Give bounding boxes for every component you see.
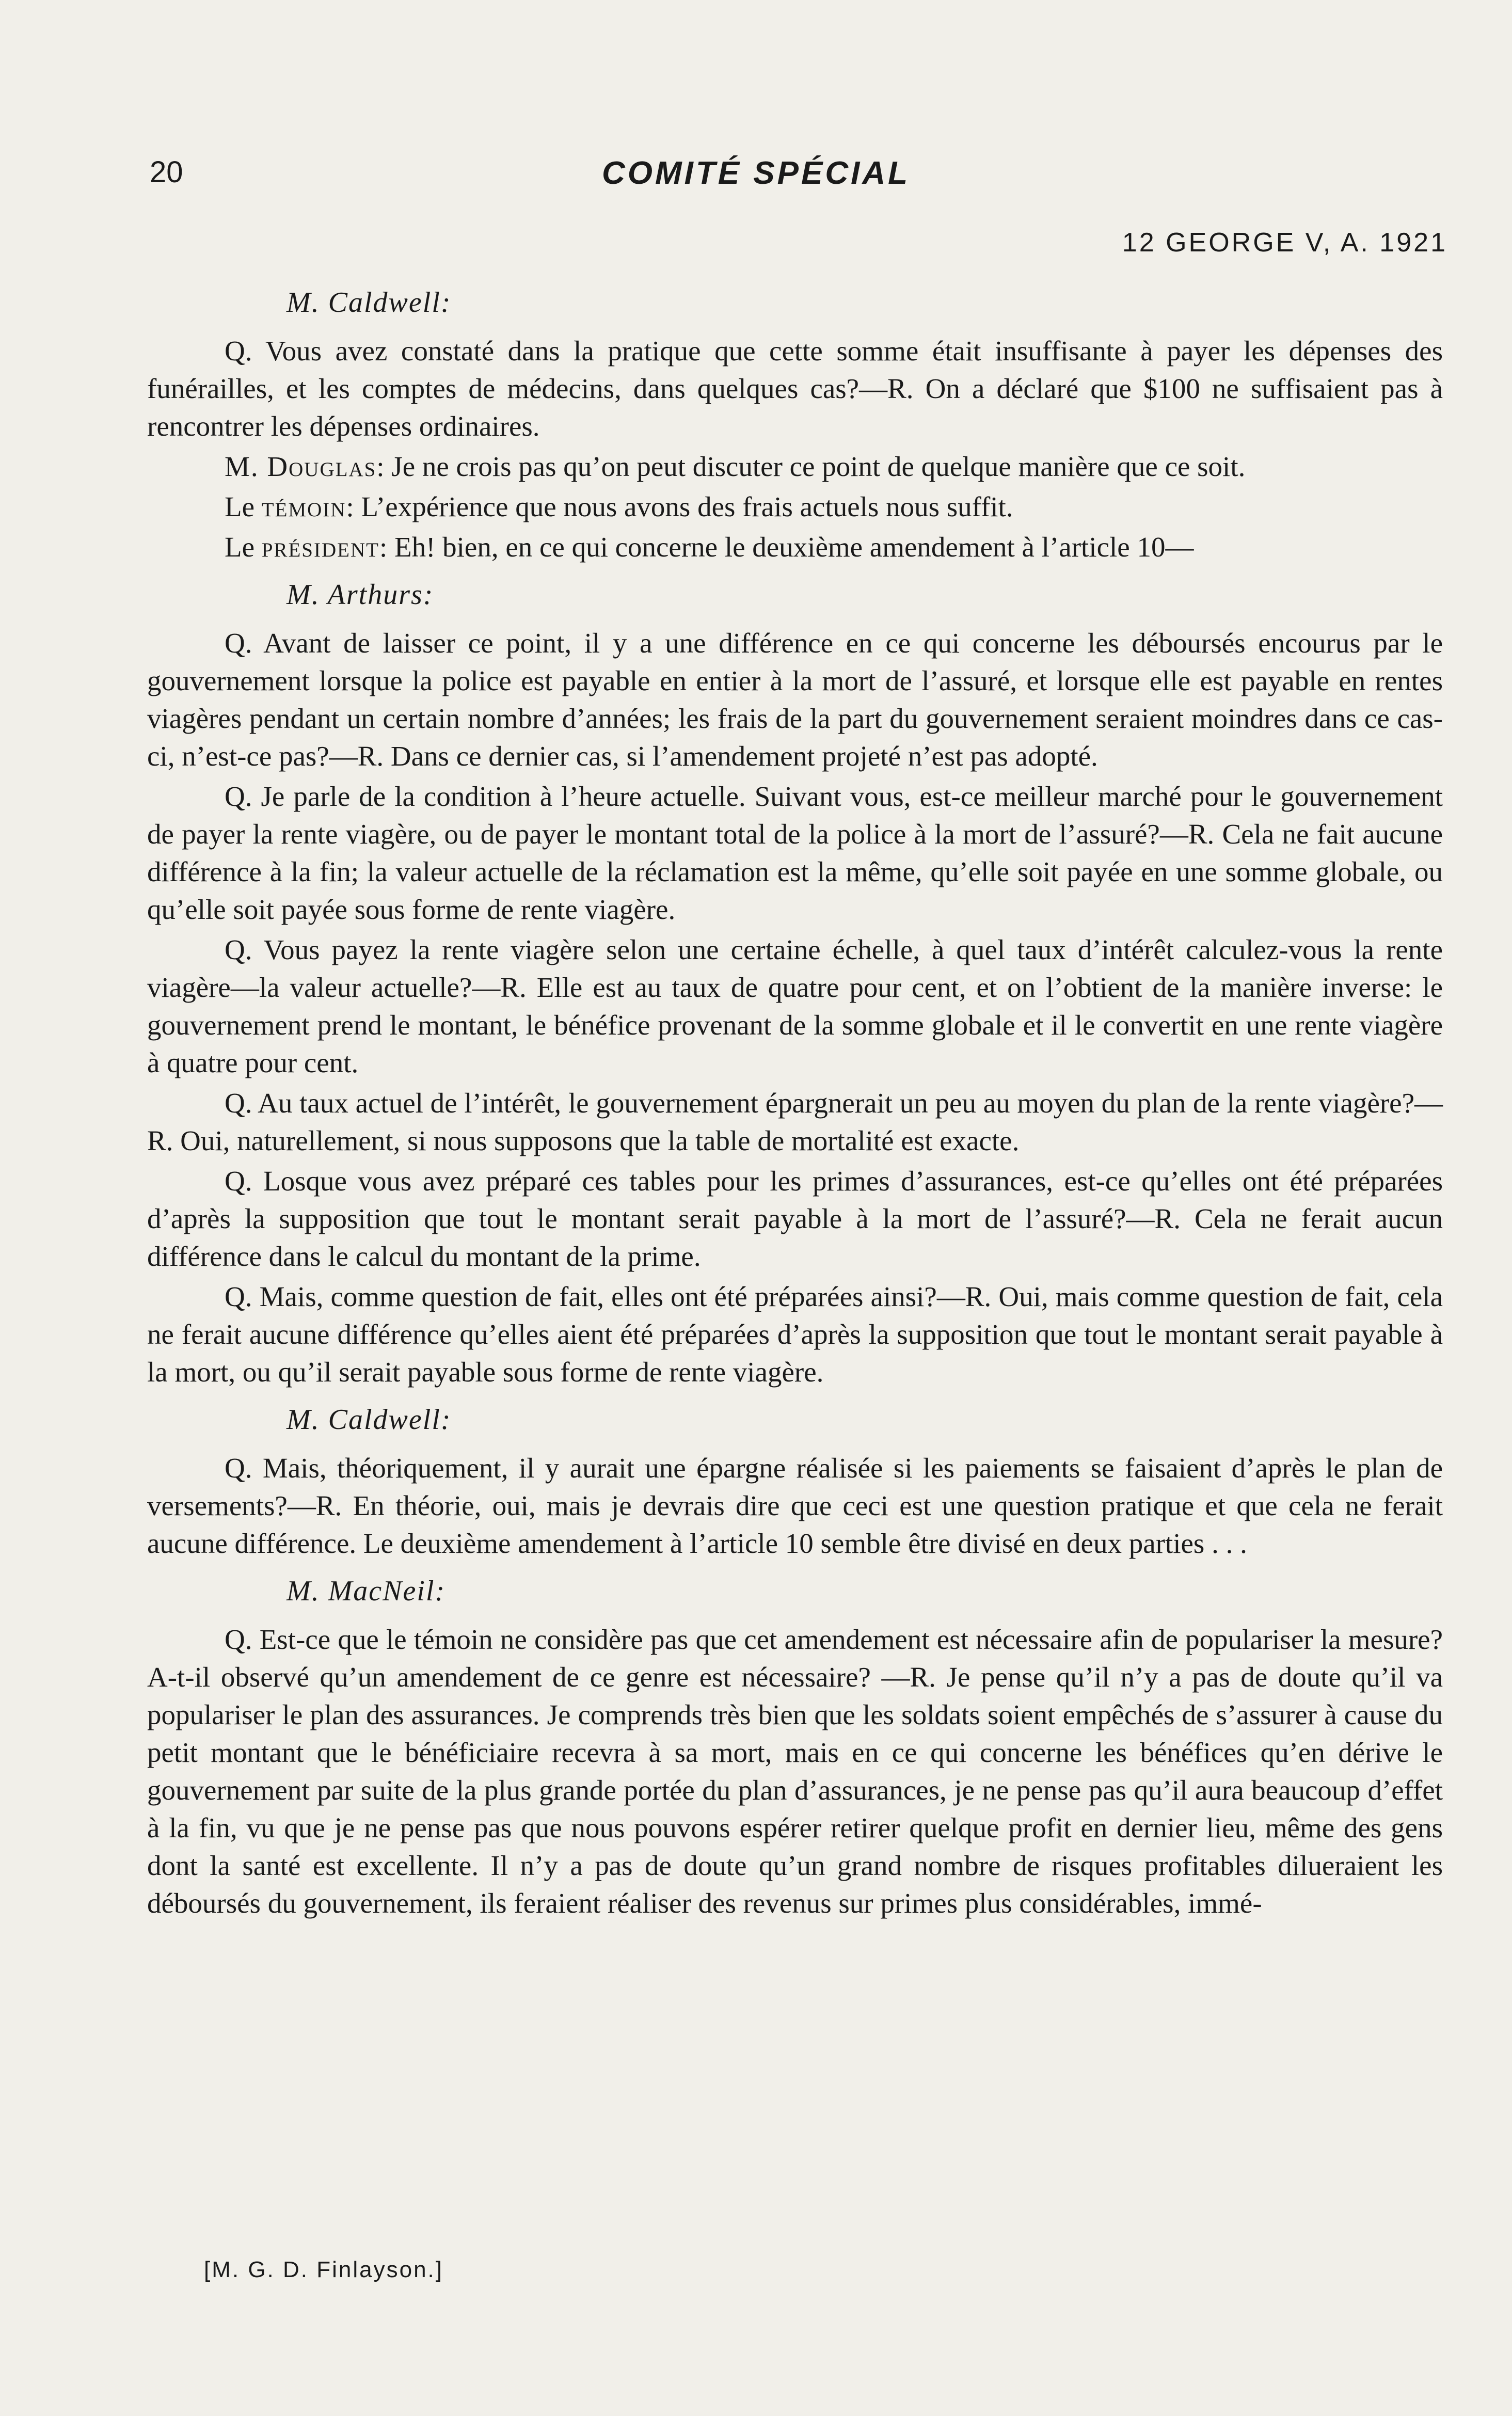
- paragraph-text: : Je ne crois pas qu’on peut discuter ce point de quelque manière que ce soit.: [376, 451, 1246, 482]
- paragraph: Q. Au taux actuel de l’intérêt, le gouvernement épargnerait un peu au moyen du plan de la rente viagère?—R. Oui, naturellement, si nous supposons que la table de mortalité est exacte.: [147, 1087, 1443, 1156]
- paragraph: Q. Mais, théoriquement, il y aurait une épargne réalisée si les paiements se faisaient d’après le plan de versements?—R. En théorie, oui, mais je devrais dire que ceci est une question pratique et que cela ne ferait aucune différence. Le deuxième amendement à l’article 10 semble être divisé en deux parties . . .: [147, 1452, 1443, 1559]
- footer-attribution: [M. G. D. Finlayson.]: [204, 2257, 443, 2282]
- speaker-name: M. Douglas: [225, 451, 377, 482]
- speaker-heading: M. Caldwell:: [287, 287, 452, 319]
- paragraph-text: : L’expérience que nous avons des frais actuels nous suffit.: [346, 491, 1013, 522]
- paragraph: [147, 488, 1443, 526]
- speaker-heading: M. Arthurs:: [287, 579, 434, 611]
- paragraph: Q. Vous payez la rente viagère selon une certaine échelle, à quel taux d’intérêt calculez-vous la rente viagère—la valeur actuelle?—R. Elle est au taux de quatre pour cent, et on l’obtient de la manière inverse: le gouvernement prend le montant, le bénéfice provenant de la somme globale et il le convertit en une rente viagère à quatre pour cent.: [147, 934, 1443, 1078]
- page-number: 20: [150, 155, 183, 189]
- paragraph-prefix: Le: [225, 531, 262, 563]
- paragraph: Q. Vous avez constaté dans la pratique que cette somme était insuffisante à payer les dépenses des funérailles, et les comptes de médecins, dans quelques cas?—R. On a déclaré que $100 ne suffisaient pas à rencontrer les dépenses ordinaires.: [147, 335, 1443, 442]
- paragraph: Q. Avant de laisser ce point, il y a une différence en ce qui concerne les déboursés encourus par le gouvernement lorsque la police est payable en entier à la mort de l’assuré, et lorsque elle est payable en rentes viagères pendant un certain nombre d’années; les frais de la part du gouvernement seraient moindres dans ce cas-ci, n’est-ce pas?—R. Dans ce dernier cas, si l’amendement projeté n’est pas adopté.: [147, 627, 1443, 772]
- paragraph: Q. Mais, comme question de fait, elles ont été préparées ainsi?—R. Oui, mais comme question de fait, cela ne ferait aucune différence qu’elles aient été préparées d’après la supposition que tout le montant serait payable à la mort, ou qu’il serait payable sous forme de rente viagère.: [147, 1281, 1443, 1388]
- session-label: 12 GEORGE V, A. 1921: [1122, 228, 1447, 258]
- paragraph: Q. Je parle de la condition à l’heure actuelle. Suivant vous, est-ce meilleur marché pour le gouvernement de payer la rente viagère, ou de payer le montant total de la police à la mort de l’assuré?—R. Cela ne fait aucune différence à la fin; la valeur actuelle de la réclamation est la même, qu’elle soit payée en une somme globale, ou qu’elle soit payée sous forme de rente viagère.: [147, 781, 1443, 925]
- paragraph: Q. Est-ce que le témoin ne considère pas que cet amendement est nécessaire afin de populariser la mesure? A-t-il observé qu’un amendement de ce genre est nécessaire? —R. Je pense qu’il n’y a pas de doute qu’il va populariser le plan des assurances. Je comprends très bien que les soldats soient empêchés de s’assurer à cause du petit montant que le bénéficiaire recevra à sa mort, mais en ce qui concerne les bénéfices qu’en dérive le gouvernement par suite de la plus grande portée du plan d’assurances, je ne pense pas qu’il aura beaucoup d’effet à la fin, vu que je ne pense pas que nous pouvons espérer retirer quelque profit en dernier lieu, même des gens dont la santé est excellente. Il n’y a pas de doute qu’un grand nombre de risques profitables dilueraient les déboursés du gouvernement, ils feraient réaliser des revenus sur primes plus considérables, immé-: [147, 1624, 1443, 1919]
- speaker-name: président: [261, 531, 379, 563]
- speaker-heading: M. MacNeil:: [287, 1575, 446, 1607]
- speaker-heading: M. Caldwell:: [287, 1404, 452, 1436]
- paragraph-text: : Eh! bien, en ce qui concerne le deuxième amendement à l’article 10—: [379, 531, 1194, 563]
- paragraph: [147, 448, 1443, 485]
- paragraph: [147, 528, 1443, 566]
- document-body: [147, 274, 1443, 1925]
- paragraph: Q. Losque vous avez préparé ces tables pour les primes d’assurances, est-ce qu’elles ont été préparées d’après la supposition que tout le montant serait payable à la mort de l’assuré?—R. Cela ne ferait aucun différence dans le calcul du montant de la prime.: [147, 1165, 1443, 1272]
- paragraph-prefix: Le: [225, 491, 262, 522]
- speaker-name: témoin: [261, 491, 346, 522]
- running-title: COMITÉ SPÉCIAL: [601, 155, 911, 191]
- page-header: [0, 150, 1512, 196]
